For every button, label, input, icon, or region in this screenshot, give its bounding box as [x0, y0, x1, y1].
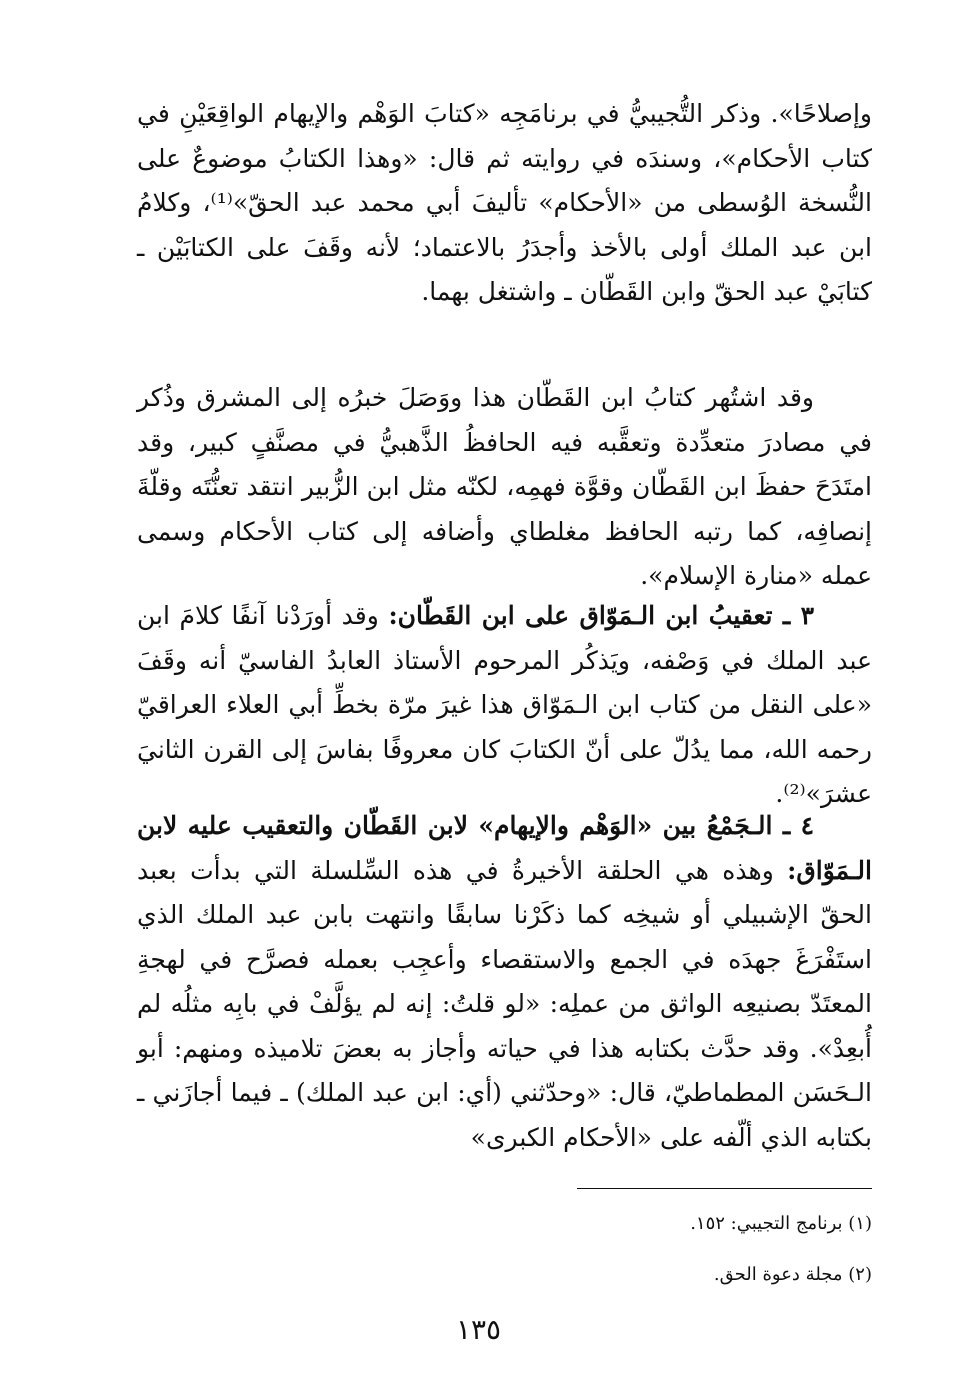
paragraph-continuation: وإصلاحًا». وذكر التُّجيبيُّ في برنامَجِه «كتابَ الوَهْم والإيهام الواقِعَيْنِ في كتاب الأحكام»، وسندَه في روايته ثم قال: «وهذا الكتابُ موضوعٌ على النُّسخة الوُسطى من «الأحكام» تأليفَ أبي محمد عبد الحقّ»⁽¹⁾، وكلامُ ابن عبد الملك أولى بالأخذ وأجدَرُ بالاعتماد؛ لأنه وقَفَ على الكتابَيْن ـ كتابَيْ عبد الحقّ وابن القَطّان ـ واشتغل بهما.: [137, 99, 872, 306]
section-3-heading: ٣ ـ تعقيبُ ابن الـمَوّاق على ابن القَطّان:: [388, 601, 814, 630]
footnote-separator: [577, 1188, 872, 1189]
section-3-paragraph: [137, 594, 872, 817]
section-4-body: وهذه هي الحلقة الأخيرةُ في هذه السِّلسلة التي بدأت بعبد الحقّ الإشبيلي أو شيخِه كما ذكَرْنا سابقًا وانتهت بابن عبد الملك الذي استَفْرَغَ جهدَه في الجمع والاستقصاء وأعجِب بعمله فصرَّح في لهجةِ المعتَدّ بصنيعِه الواثق من عملِه: «لو قلتُ: إنه لم يؤلَّفْ في بابِه مثلُه لم أُبعِدْ». وقد حدَّث بكتابه هذا في حياته وأجاز به بعضَ تلاميذه ومنهم: أبو الـحَسَن المطماطيّ، قال: «وحدّثني (أي: ابن عبد الملك) ـ فيما أجازَني ـ بكتابه الذي ألّفه على «الأحكام الكبرى»: [137, 855, 873, 1152]
footnote-2: (٢) مجلة دعوة الحق.: [713, 1264, 872, 1285]
paragraph-ibn-qattan-fame: وقد اشتُهر كتابُ ابن القَطّان هذا ووَصَلَ خبرُه إلى المشرق وذُكر في مصادرَ متعدِّدة وتعقَّبه فيه الحافظُ الذَّهبيُّ في مصنَّفٍ كبير، وقد امتَدَحَ حفظَ ابن القَطّان وقوَّة فهمِه، لكنّه مثل ابن الزُّبير انتقد تعنُّتَه وقلّةَ إنصافِه، كما رتبه الحافظ مغلطاي وأضافه إلى كتاب الأحكام وسمى عمله «منارة الإسلام».: [137, 383, 872, 590]
section-4-heading: ٤ ـ الـجَمْعُ بين «الوَهْم والإيهام» لابن القَطّان والتعقيب عليه لابن الـمَوّاق:: [137, 811, 872, 885]
section-3-body: وقد أورَدْنا آنفًا كلامَ ابن عبد الملك في وَصْفه، ويَذكُر المرحوم الأستاذ العابدُ الفاسيّ أنه وقَفَ «على النقل من كتاب ابن الـمَوّاق هذا غيرَ مرّة بخطِّ أبي العلاء العراقيّ رحمه الله، مما يدُلّ على أنّ الكتابَ كان معروفًا بفاسَ إلى القرن الثانيَ عشرَ»⁽²⁾.: [137, 601, 872, 808]
page-number: ١٣٥: [455, 1313, 502, 1346]
section-4-paragraph: [137, 804, 872, 1160]
footnote-1: (١) برنامج التجيبي: ١٥٢.: [690, 1213, 872, 1234]
